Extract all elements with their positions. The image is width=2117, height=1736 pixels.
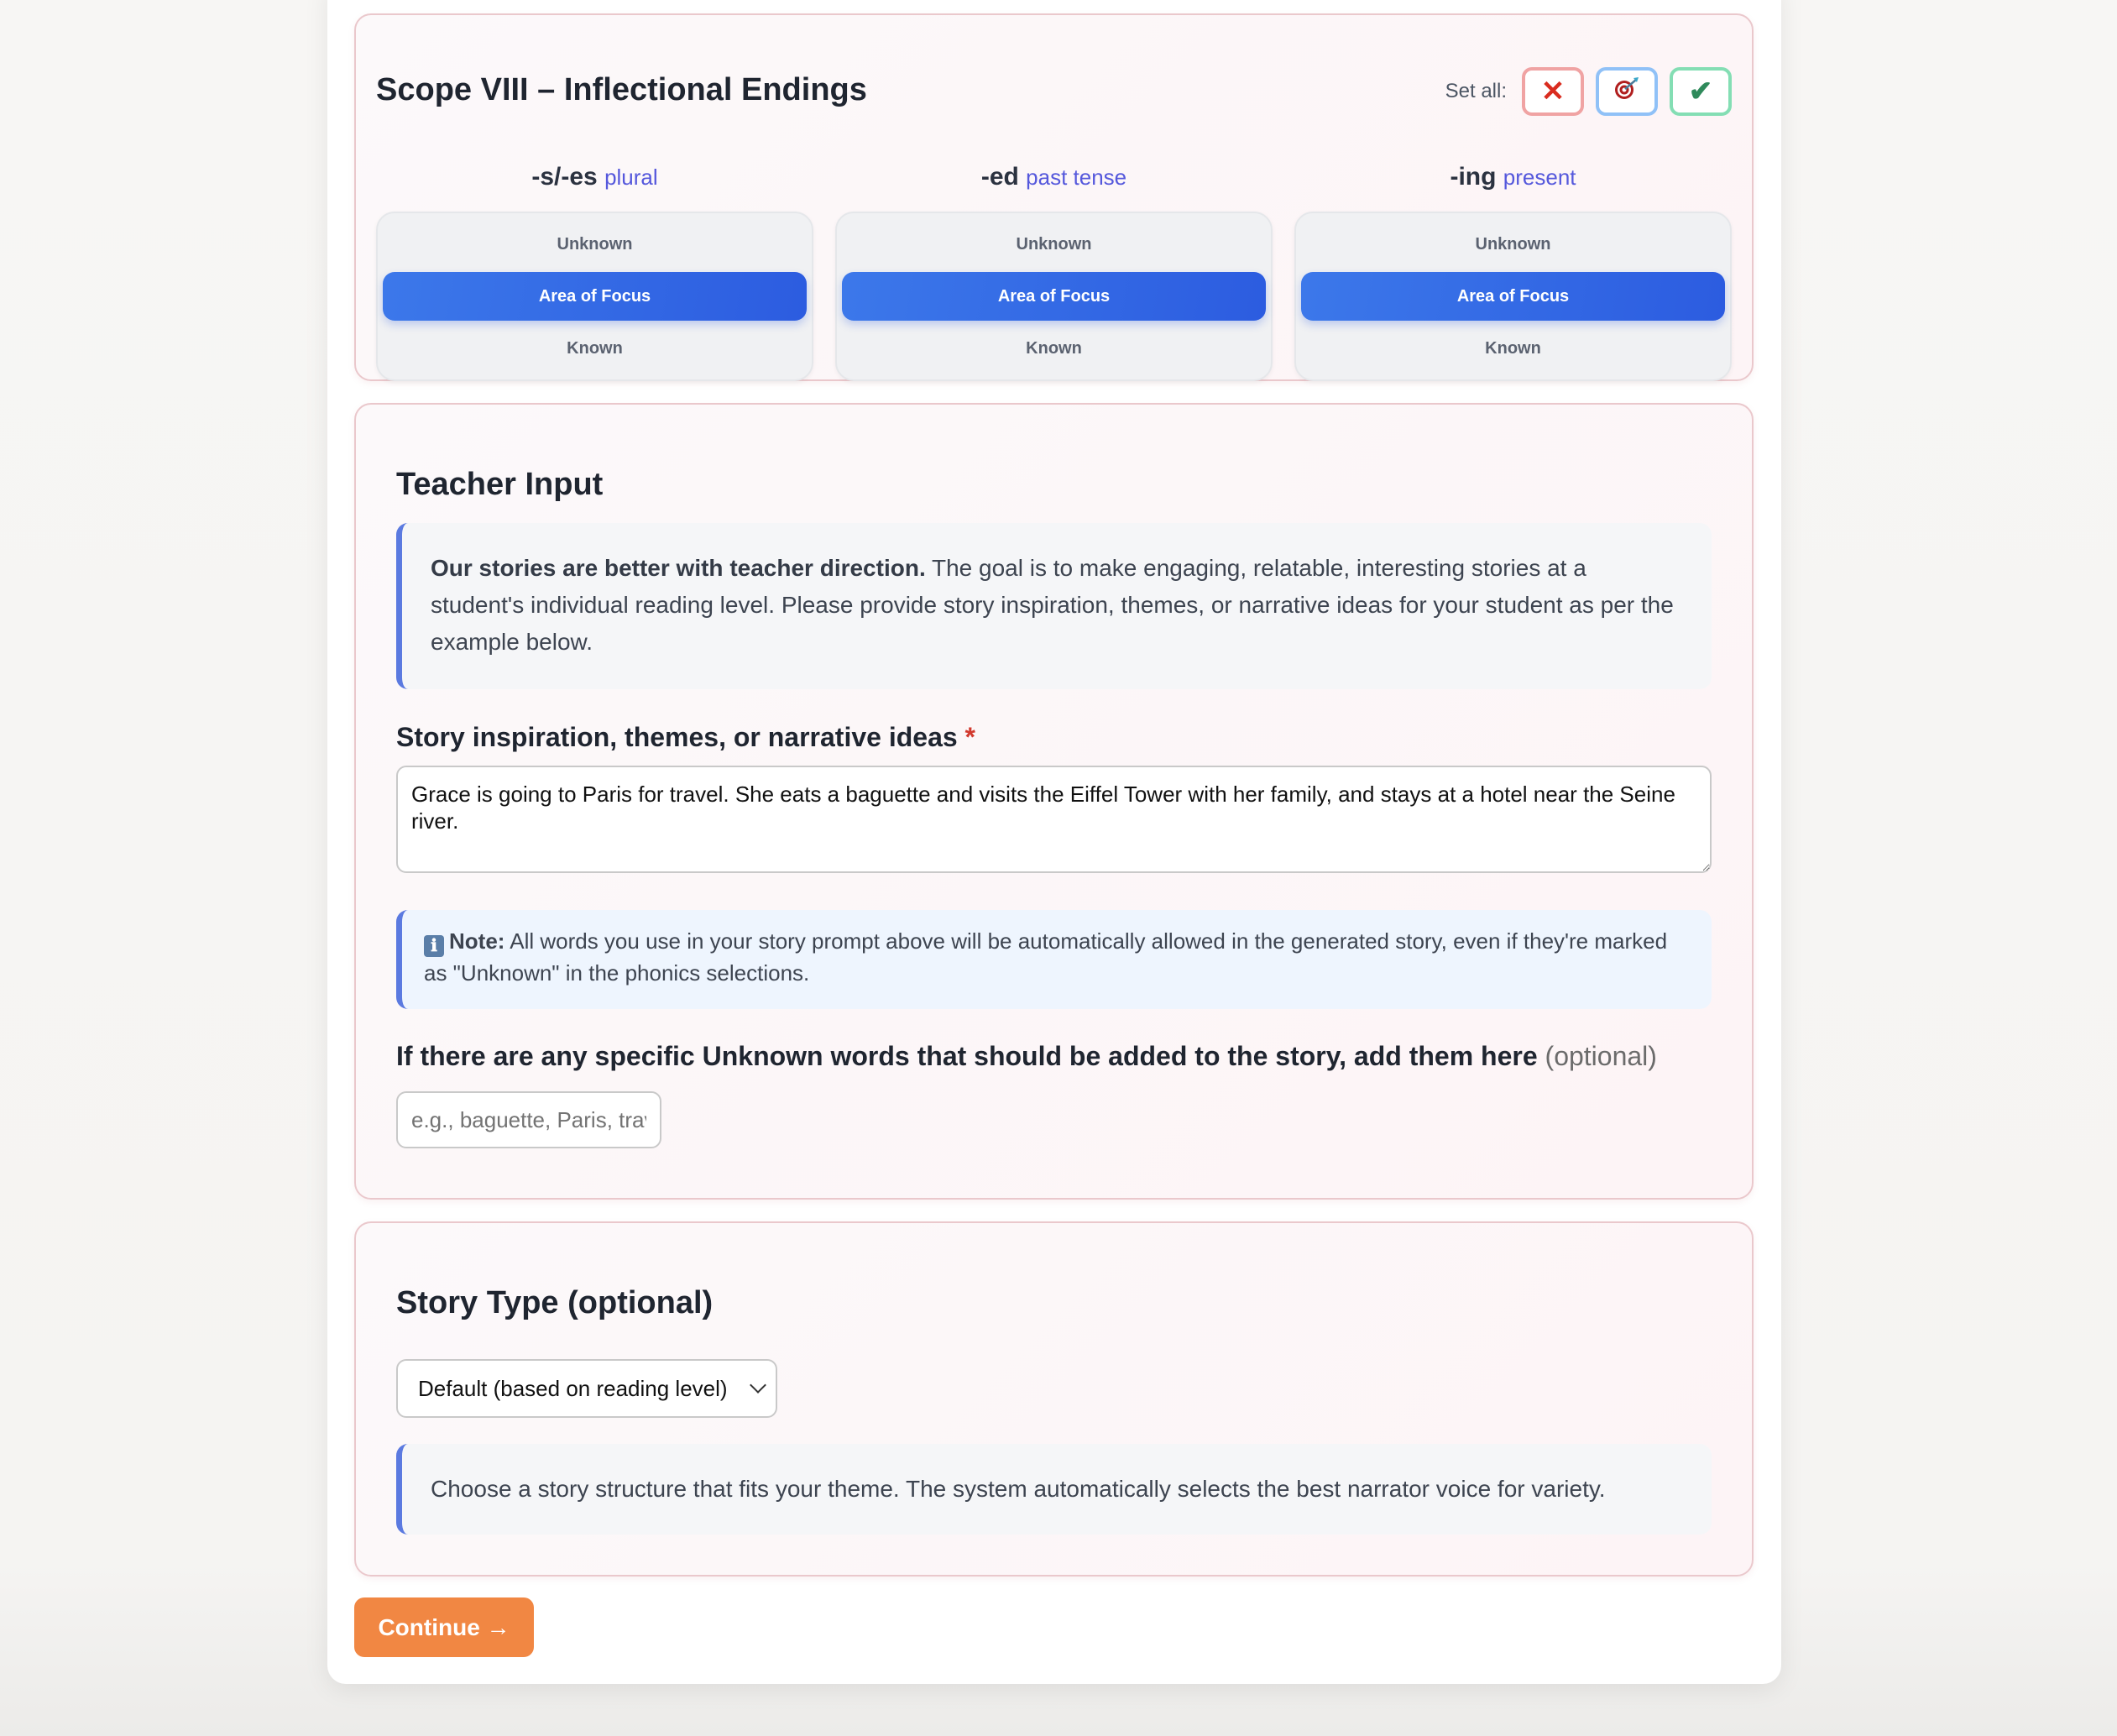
ending-description: plural [604, 165, 658, 190]
story-inspiration-textarea[interactable] [396, 766, 1712, 873]
status-selector [1294, 212, 1732, 381]
story-type-selected: Default (based on reading level) [418, 1375, 728, 1401]
optional-marker: (optional) [1545, 1041, 1657, 1071]
teacher-input-title: Teacher Input [396, 467, 604, 502]
set-all-group [1445, 67, 1732, 116]
set-all-unknown-button[interactable] [1522, 67, 1584, 116]
story-type-title: Story Type (optional) [396, 1285, 714, 1320]
option-known[interactable]: Known [567, 338, 623, 358]
ending-key: -ing [1450, 163, 1497, 191]
option-unknown[interactable]: Unknown [557, 234, 633, 254]
scope-card [354, 13, 1754, 381]
column-header [1294, 163, 1732, 196]
option-area-of-focus[interactable]: Area of Focus [842, 272, 1266, 321]
target-icon [1613, 76, 1641, 108]
ending-key: -ed [980, 163, 1019, 191]
teacher-input-card [354, 403, 1754, 1200]
story-inspiration-label-text: Story inspiration, themes, or narrative ideas [396, 722, 958, 752]
option-area-of-focus[interactable]: Area of Focus [383, 272, 807, 321]
callout-text: The goal is to make engaging, relatable, interesting stories at a student's individual reading level. Please provide story inspiration, themes, or narrative ideas for your student as per the example below. [431, 555, 1674, 655]
page-container [327, 0, 1781, 1684]
cross-icon: ✕ [1540, 76, 1566, 107]
option-unknown[interactable]: Unknown [1475, 234, 1551, 254]
option-known[interactable]: Known [1485, 338, 1541, 358]
ending-description: past tense [1026, 165, 1127, 190]
story-type-info [396, 1444, 1712, 1535]
check-icon: ✔ [1688, 76, 1713, 107]
ending-column-ed [835, 163, 1273, 381]
note-bold: Note: [449, 928, 505, 954]
ending-column-s-es [376, 163, 813, 381]
unknown-words-label [396, 1041, 1657, 1072]
set-all-focus-button[interactable] [1596, 67, 1658, 116]
option-area-of-focus[interactable]: Area of Focus [1301, 272, 1725, 321]
set-all-label: Set all: [1445, 80, 1507, 102]
chevron-down-icon [750, 1377, 766, 1394]
ending-columns [376, 163, 1732, 381]
prompt-words-note [396, 910, 1712, 1009]
continue-button[interactable]: Continue → [354, 1597, 534, 1657]
ending-key: -s/-es [531, 163, 598, 191]
story-type-info-text: Choose a story structure that fits your theme. The system automatically selects the best narrator voice for variety. [431, 1476, 1606, 1502]
info-icon: ℹ [424, 935, 444, 957]
story-inspiration-label [396, 722, 975, 753]
column-header [376, 163, 813, 196]
teacher-direction-callout [396, 523, 1712, 689]
note-text: All words you use in your story prompt above will be automatically allowed in the generated story, even if they're marked as "Unknown" in the phonics selections. [424, 928, 1668, 986]
callout-bold-text: Our stories are better with teacher direction. [431, 555, 926, 581]
story-type-card [354, 1221, 1754, 1577]
option-known[interactable]: Known [1026, 338, 1082, 358]
column-header [835, 163, 1273, 196]
unknown-words-label-text: If there are any specific Unknown words that should be added to the story, add them here [396, 1041, 1538, 1071]
set-all-known-button[interactable] [1670, 67, 1732, 116]
ending-description: present [1503, 165, 1576, 190]
option-unknown[interactable]: Unknown [1016, 234, 1092, 254]
status-selector [376, 212, 813, 381]
scope-title: Scope VIII – Inflectional Endings [376, 72, 867, 107]
required-marker: * [964, 722, 975, 752]
ending-column-ing [1294, 163, 1732, 381]
story-type-select[interactable] [396, 1359, 777, 1418]
unknown-words-input[interactable] [396, 1091, 661, 1148]
status-selector [835, 212, 1273, 381]
